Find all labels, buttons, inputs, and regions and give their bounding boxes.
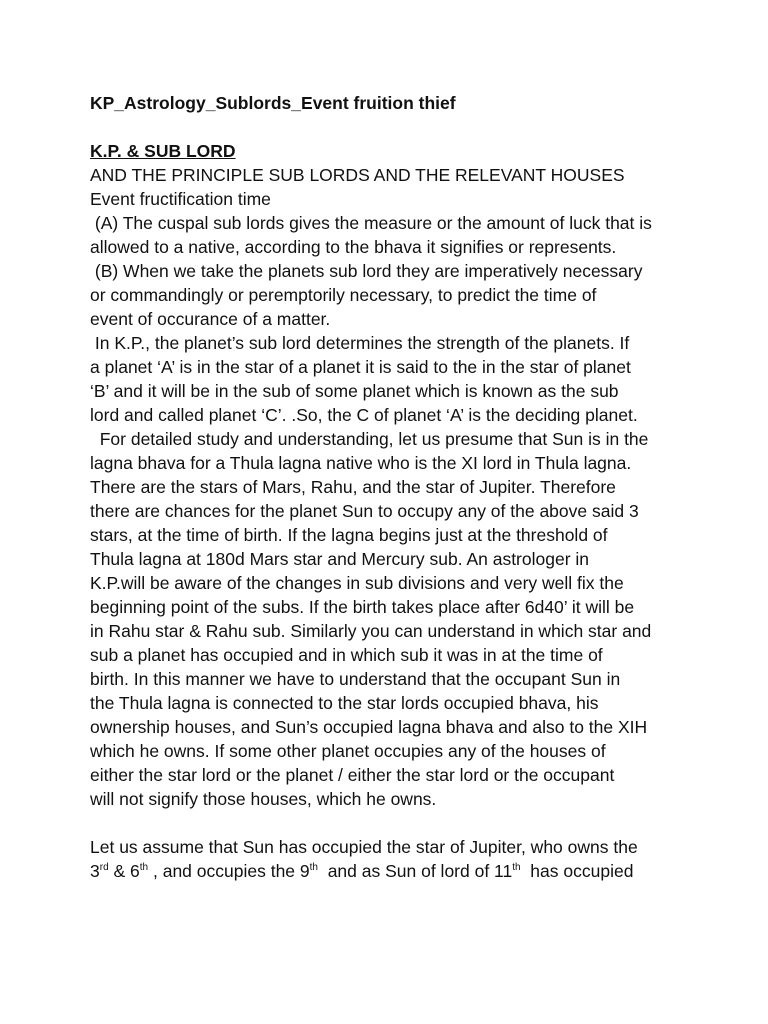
- text-line: or commandingly or peremptorily necessary, to predict the time of: [90, 285, 597, 305]
- text-line: AND THE PRINCIPLE SUB LORDS AND THE RELEVANT HOUSES: [90, 165, 625, 185]
- text-line: There are the stars of Mars, Rahu, and the star of Jupiter. Therefore: [90, 477, 616, 497]
- text-line: ownership houses, and Sun’s occupied lagna bhava and also to the XIH: [90, 717, 648, 737]
- body-paragraph-2: [90, 835, 728, 883]
- text-line: In K.P., the planet’s sub lord determines the strength of the planets. If: [90, 333, 630, 353]
- text-line: Thula lagna at 180d Mars star and Mercury sub. An astrologer in: [90, 549, 590, 569]
- text-line: a planet ‘A’ is in the star of a planet it is said to the in the star of planet: [90, 357, 631, 377]
- superscript: th: [309, 862, 318, 873]
- text-line: Let us assume that Sun has occupied the star of Jupiter, who owns the: [90, 837, 638, 857]
- text-line: lagna bhava for a Thula lagna native who is the XI lord in Thula lagna.: [90, 453, 632, 473]
- text-line: ‘B’ and it will be in the sub of some planet which is known as the sub: [90, 381, 619, 401]
- text-line: lord and called planet ‘C’. .So, the C of planet ‘A’ is the deciding planet.: [90, 405, 638, 425]
- text-line: K.P.will be aware of the changes in sub divisions and very well fix the: [90, 573, 624, 593]
- document-title: KP_Astrology_Sublords_Event fruition thief: [90, 93, 456, 113]
- text-line: event of occurance of a matter.: [90, 309, 331, 329]
- text-line: will not signify those houses, which he owns.: [90, 789, 437, 809]
- text-line: which he owns. If some other planet occupies any of the houses of: [90, 741, 606, 761]
- text-run: & 6: [108, 861, 140, 881]
- superscript: rd: [99, 862, 109, 873]
- text-line: beginning point of the subs. If the birth takes place after 6d40’ it will be: [90, 597, 635, 617]
- text-line: allowed to a native, according to the bhava it signifies or represents.: [90, 237, 617, 257]
- text-line: birth. In this manner we have to understand that the occupant Sun in: [90, 669, 621, 689]
- text-line: the Thula lagna is connected to the star lords occupied bhava, his: [90, 693, 599, 713]
- text-run: and as Sun of lord of 11: [317, 861, 513, 881]
- text-run: , and occupies the 9: [148, 861, 310, 881]
- text-line: For detailed study and understanding, let us presume that Sun is in the: [90, 429, 649, 449]
- text-run: has occupied: [520, 861, 634, 881]
- text-line: sub a planet has occupied and in which sub it was in at the time of: [90, 645, 603, 665]
- text-line: stars, at the time of birth. If the lagna begins just at the threshold of: [90, 525, 608, 545]
- text-line-with-superscripts: [90, 859, 728, 883]
- superscript: th: [512, 862, 521, 873]
- paragraph-spacer: [90, 811, 728, 835]
- text-line: (B) When we take the planets sub lord they are imperatively necessary: [90, 261, 643, 281]
- superscript: th: [139, 862, 149, 873]
- text-line: either the star lord or the planet / either the star lord or the occupant: [90, 765, 615, 785]
- body-paragraph-1: [90, 163, 728, 811]
- text-line: in Rahu star & Rahu sub. Similarly you can understand in which star and: [90, 621, 652, 641]
- text-line: there are chances for the planet Sun to occupy any of the above said 3: [90, 501, 639, 521]
- section-heading: K.P. & SUB LORD: [90, 141, 236, 161]
- text-run: 3: [90, 861, 100, 881]
- text-line: Event fructification time: [90, 189, 271, 209]
- text-line: (A) The cuspal sub lords gives the measure or the amount of luck that is: [90, 213, 652, 233]
